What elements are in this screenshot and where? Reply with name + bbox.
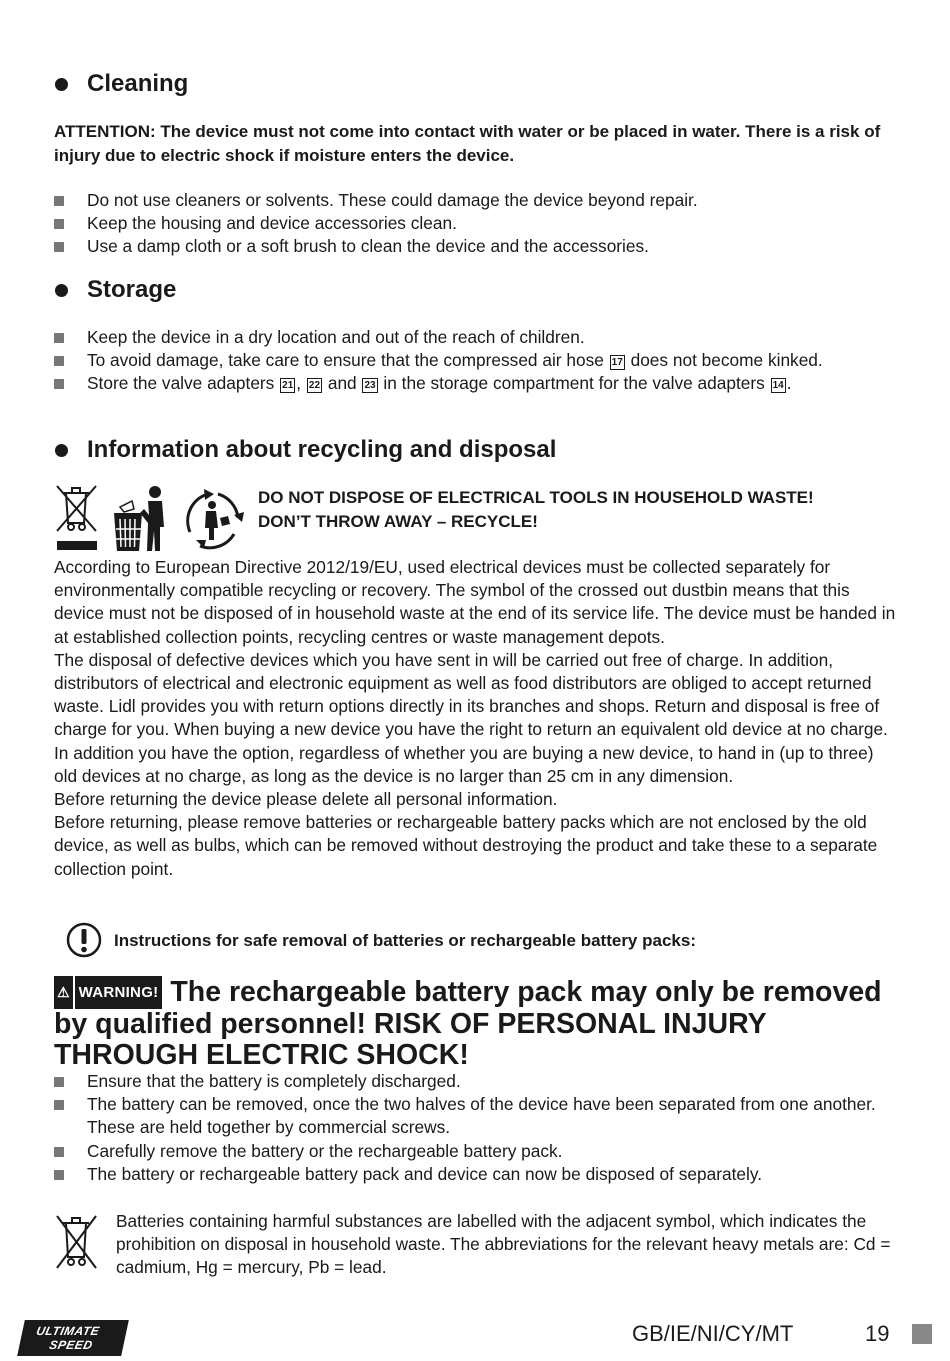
page-number: 19	[865, 1321, 890, 1346]
section-bullet	[55, 284, 68, 297]
heading-storage: Storage	[87, 276, 177, 303]
exclamation-circle-icon	[66, 922, 102, 958]
list-item: Use a damp cloth or a soft brush to clean the device and the accessories.	[54, 235, 890, 258]
crossed-bin-icon	[54, 1213, 102, 1273]
throw-away-icon	[106, 483, 172, 553]
paragraph: According to European Directive 2012/19/EU, used electrical devices must be collected separately for environmentally compatible recycling or recovery. The symbol of the crossed out dustbin means that this device must not be disposed of in household waste at the end of its service life. The device must be handed in at established collection points, recycling centres or waste management depots.	[54, 557, 896, 647]
list-item: The battery or rechargeable battery pack and device can now be disposed of separately.	[54, 1163, 890, 1186]
page-marker	[912, 1324, 932, 1344]
square-bullet-icon	[54, 1170, 64, 1180]
attention-text: ATTENTION: The device must not come into contact with water or be placed in water. There is a risk of injury due to electric shock if moisture enters the device.	[54, 122, 881, 165]
part-number-ref: 21	[282, 380, 294, 391]
square-bullet-icon	[54, 1077, 64, 1087]
brand-logo	[17, 1320, 129, 1356]
list-item: Store the valve adapters 21 , 22 and 23 in the storage compartment for the valve adapters 14 .	[54, 372, 890, 395]
warning-triangle-icon: ⚠	[54, 976, 73, 1009]
country-codes: GB/IE/NI/CY/MT	[632, 1321, 794, 1346]
part-number-ref: 23	[364, 380, 376, 391]
list-item: Ensure that the battery is completely discharged.	[54, 1070, 890, 1093]
part-number-ref: 22	[308, 380, 321, 391]
logo-text-line2: SPEED	[48, 1338, 95, 1352]
square-bullet-icon	[54, 1100, 64, 1110]
recycling-body	[54, 556, 899, 881]
list-item: To avoid damage, take care to ensure that the compressed air hose 17 does not become kinked.	[54, 349, 890, 372]
warning-badge: WARNING!	[75, 976, 163, 1009]
part-number-ref: 17	[611, 357, 623, 368]
logo-text-line1: ULTIMATE	[35, 1324, 101, 1338]
heading-cleaning: Cleaning	[87, 70, 189, 97]
paragraph: Before returning the device please delete all personal information.	[54, 789, 558, 810]
recycle-notice-line1: DO NOT DISPOSE OF ELECTRICAL TOOLS IN HOUSEHOLD WASTE!	[258, 488, 814, 507]
heading-recycling: Information about recycling and disposal	[87, 436, 557, 463]
square-bullet-icon	[54, 242, 64, 252]
warning-title: The rechargeable battery pack may only be removed by qualified personnel! RISK OF PERSONAL INJURY THROUGH ELECTRIC SHOCK!	[54, 976, 882, 1071]
square-bullet-icon	[54, 1147, 64, 1157]
square-bullet-icon	[54, 196, 64, 206]
list-item: Do not use cleaners or solvents. These could damage the device beyond repair.	[54, 189, 890, 212]
square-bullet-icon	[54, 356, 64, 366]
list-item: Keep the device in a dry location and out of the reach of children.	[54, 326, 890, 349]
recycle-icon	[178, 488, 248, 550]
paragraph: Before returning, please remove batteries or rechargeable battery packs which are not enclosed by the old device, as well as bulbs, which can be removed without destroying the product and take these to a separate collection point.	[54, 812, 878, 879]
list-item: Keep the housing and device accessories clean.	[54, 212, 890, 235]
square-bullet-icon	[54, 379, 64, 389]
section-bullet	[55, 78, 68, 91]
crossed-bin-icon	[54, 483, 102, 553]
recycle-notice-line2: DON’T THROW AWAY – RECYCLE!	[258, 512, 538, 531]
list-item: Carefully remove the battery or the rechargeable battery pack.	[54, 1140, 890, 1163]
list-item: The battery can be removed, once the two halves of the device have been separated from one another. These are held together by commercial screws.	[54, 1093, 890, 1139]
square-bullet-icon	[54, 219, 64, 229]
section-bullet	[55, 444, 68, 457]
paragraph: The disposal of defective devices which you have sent in will be carried out free of charge. In addition, distributors of electrical and electronic equipment as well as food distributors are obliged to accept returned waste. Lidl provides you with return options directly in its branches and shops. Return and disposal is free of charge for you. When buying a new device you have the right to return an equivalent old device at no charge. In addition you have the option, regardless of whether you are buying a new device, to hand in (up to three) old devices at no charge, as long as the device is no larger than 25 cm in any dimension.	[54, 649, 888, 786]
batteries-note: Batteries containing harmful substances are labelled with the adjacent symbol, which indicates the prohibition on disposal in household waste. The abbreviations for the relevant heavy metals are: Cd = cadmium, Hg = mercury, Pb = lead.	[116, 1211, 891, 1278]
instructions-heading: Instructions for safe removal of batteries or rechargeable battery packs:	[114, 931, 696, 950]
part-number-ref: 14	[772, 380, 784, 391]
warning-title-block	[54, 976, 904, 1071]
square-bullet-icon	[54, 333, 64, 343]
